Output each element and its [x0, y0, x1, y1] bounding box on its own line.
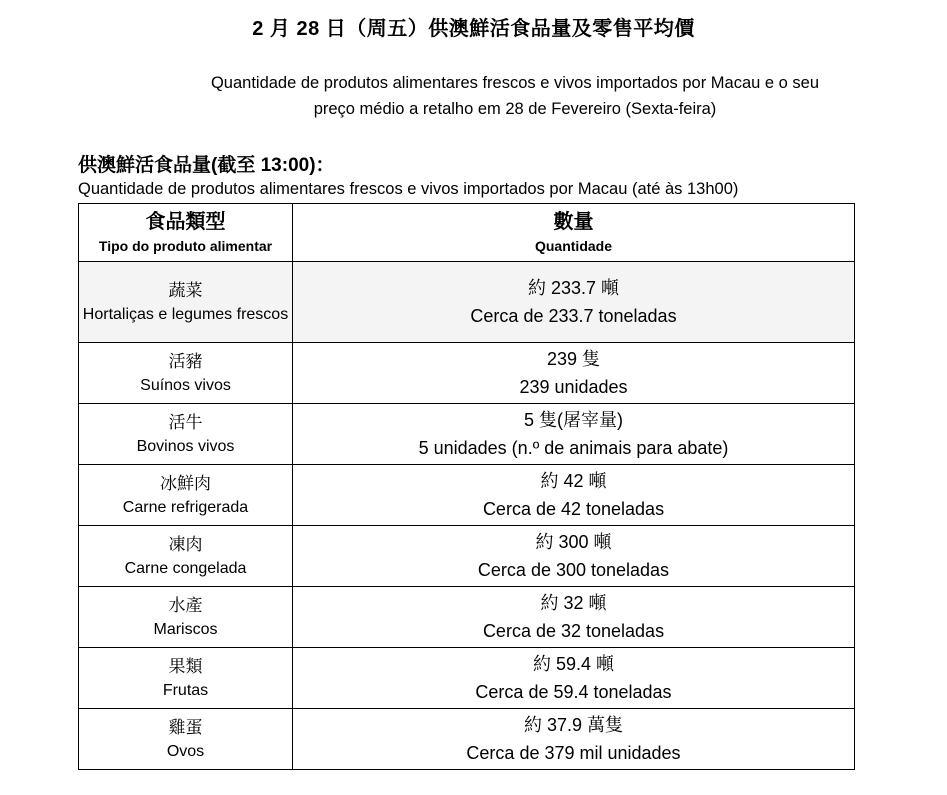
column-header-label-pt: Tipo do produto alimentar [98, 237, 273, 254]
product-name-cn: 冰鮮肉 [160, 473, 211, 493]
quantity-pt: Cerca de 59.4 toneladas [475, 682, 672, 702]
product-name-pt: Carne congelada [124, 559, 247, 577]
quantity-cn: 約 300 噸 [535, 532, 612, 552]
page-subtitle-line: preço médio a retalho em 28 de Fevereiro (Sexta-feira) [313, 100, 717, 118]
product-name-cn: 果類 [168, 656, 203, 676]
quantity-cell [293, 648, 855, 709]
quantity-cn: 約 37.9 萬隻 [523, 715, 624, 735]
table-row [79, 343, 855, 404]
product-name-pt: Bovinos vivos [136, 437, 235, 455]
product-name-pt: Hortaliças e legumes frescos [82, 305, 289, 323]
table-row [79, 526, 855, 587]
quantity-pt: 239 unidades [519, 377, 628, 397]
product-name-pt: Mariscos [153, 620, 218, 638]
page-subtitle [90, 70, 940, 122]
quantity-pt: Cerca de 233.7 toneladas [470, 306, 677, 326]
page-subtitle-line: Quantidade de produtos alimentares frescos e vivos importados por Macau e o seu [210, 74, 820, 92]
quantity-pt: Cerca de 42 toneladas [482, 499, 665, 519]
table-row [79, 587, 855, 648]
page-title: 2 月 28 日（周五）供澳鮮活食品量及零售平均價 [252, 18, 695, 40]
quantity-cn: 約 59.4 噸 [532, 654, 615, 674]
product-type-cell [79, 709, 293, 770]
product-name-pt: Ovos [166, 742, 205, 760]
table-row [79, 648, 855, 709]
quantity-pt: Cerca de 32 toneladas [482, 621, 665, 641]
quantity-cn: 約 32 噸 [540, 593, 607, 613]
quantity-cell [293, 404, 855, 465]
quantity-cell [293, 343, 855, 404]
product-type-cell [79, 404, 293, 465]
section-subtitle: Quantidade de produtos alimentares frescos e vivos importados por Macau (até às 13h00) [78, 180, 739, 198]
quantity-pt: Cerca de 300 toneladas [477, 560, 670, 580]
product-type-cell [79, 526, 293, 587]
product-name-pt: Suínos vivos [140, 376, 231, 394]
quantity-cn: 約 42 噸 [540, 471, 607, 491]
table-row [79, 465, 855, 526]
product-name-cn: 活豬 [168, 351, 203, 371]
quantity-cell [293, 262, 855, 343]
product-name-cn: 水產 [168, 595, 203, 615]
product-name-pt: Carne refrigerada [122, 498, 249, 516]
product-name-cn: 蔬菜 [168, 280, 203, 300]
column-header-quantity [293, 204, 855, 262]
quantity-table [78, 203, 855, 770]
quantity-cell [293, 465, 855, 526]
column-header-type [79, 204, 293, 262]
quantity-cell [293, 587, 855, 648]
product-name-cn: 凍肉 [168, 534, 203, 554]
table-row [79, 709, 855, 770]
table-row [79, 262, 855, 343]
quantity-cell [293, 709, 855, 770]
product-type-cell [79, 648, 293, 709]
product-type-cell [79, 465, 293, 526]
quantity-cn: 239 隻 [546, 349, 601, 369]
quantity-cn: 5 隻(屠宰量) [524, 410, 623, 430]
product-name-cn: 雞蛋 [168, 717, 203, 737]
product-type-cell [79, 262, 293, 343]
product-type-cell [79, 343, 293, 404]
product-name-pt: Frutas [162, 681, 209, 699]
table-header-row [79, 204, 855, 262]
quantity-cell [293, 526, 855, 587]
table-row [79, 404, 855, 465]
column-header-label-cn: 食品類型 [145, 210, 226, 233]
product-type-cell [79, 587, 293, 648]
quantity-pt: Cerca de 379 mil unidades [466, 743, 681, 763]
product-name-cn: 活牛 [168, 412, 203, 432]
section-title: 供澳鮮活食品量(截至 13:00)： [78, 155, 335, 176]
quantity-pt: 5 unidades (n.º de animais para abate) [418, 438, 729, 458]
column-header-label-cn: 數量 [553, 210, 594, 233]
quantity-cn: 約 233.7 噸 [527, 278, 620, 298]
column-header-label-pt: Quantidade [534, 237, 612, 254]
